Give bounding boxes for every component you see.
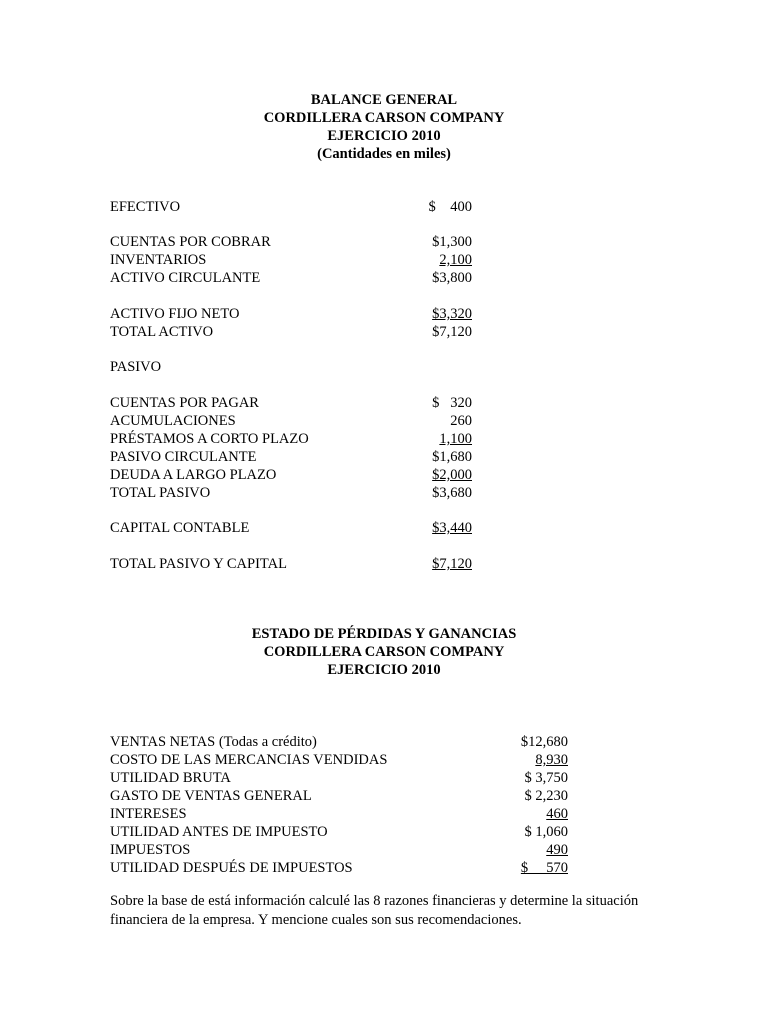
row-label: UTILIDAD BRUTA xyxy=(110,770,231,786)
row-value: $2,000 xyxy=(432,467,472,483)
row-value: $ 3,750 xyxy=(524,770,568,786)
row-label: INTERESES xyxy=(110,806,187,822)
row-label: COSTO DE LAS MERCANCIAS VENDIDAS xyxy=(110,752,388,768)
balance-year-line: EJERCICIO 2010 xyxy=(327,128,441,144)
row-value: $3,320 xyxy=(432,306,472,322)
row-label: CAPITAL CONTABLE xyxy=(110,520,250,536)
row-label: CUENTAS POR COBRAR xyxy=(110,234,271,250)
row-label: CUENTAS POR PAGAR xyxy=(110,395,259,411)
row-label: UTILIDAD DESPUÉS DE IMPUESTOS xyxy=(110,860,353,876)
row-value: $1,680 xyxy=(432,449,472,465)
income-title-line: ESTADO DE PÉRDIDAS Y GANANCIAS xyxy=(251,626,517,642)
row-label: UTILIDAD ANTES DE IMPUESTO xyxy=(110,824,328,840)
row-value: $ 1,060 xyxy=(524,824,568,840)
row-value: 460 xyxy=(546,806,568,822)
income-company-line: CORDILLERA CARSON COMPANY xyxy=(263,644,505,660)
row-label: PASIVO CIRCULANTE xyxy=(110,449,257,465)
row-label: EFECTIVO xyxy=(110,199,181,215)
row-value: 2,100 xyxy=(439,252,472,268)
row-value: $7,120 xyxy=(432,324,472,340)
balance-sheet-title xyxy=(0,91,768,163)
row-value: 1,100 xyxy=(439,431,472,447)
row-label: DEUDA A LARGO PLAZO xyxy=(110,467,277,483)
income-statement-title xyxy=(0,625,768,679)
row-label: VENTAS NETAS (Todas a crédito) xyxy=(110,734,317,750)
row-value: 8,930 xyxy=(535,752,568,768)
row-label: TOTAL PASIVO xyxy=(110,485,211,501)
row-label: GASTO DE VENTAS GENERAL xyxy=(110,788,312,804)
row-value: $12,680 xyxy=(520,734,568,750)
row-value: $ 2,230 xyxy=(524,788,568,804)
row-label: TOTAL PASIVO Y CAPITAL xyxy=(110,556,287,572)
row-value: $3,800 xyxy=(432,270,472,286)
row-value: $7,120 xyxy=(432,556,472,572)
instructions-paragraph: Sobre la base de está información calculé las 8 razones financieras y determine la situación financiera de la empresa. Y mencione cuales son sus recomendaciones. xyxy=(110,893,639,928)
row-value: $1,300 xyxy=(432,234,472,250)
balance-company-line: CORDILLERA CARSON COMPANY xyxy=(263,110,505,126)
row-value: $ 570 xyxy=(520,860,568,876)
row-label: INVENTARIOS xyxy=(110,252,207,268)
row-label: ACTIVO CIRCULANTE xyxy=(110,270,261,286)
balance-title-line: BALANCE GENERAL xyxy=(310,92,458,108)
income-year-line: EJERCICIO 2010 xyxy=(327,662,441,678)
row-value: $3,440 xyxy=(432,520,472,536)
row-value: 490 xyxy=(546,842,568,858)
row-value: $ 400 xyxy=(428,199,472,215)
row-label: ACTIVO FIJO NETO xyxy=(110,306,240,322)
row-value: 260 xyxy=(450,413,472,429)
balance-units-line: (Cantidades en miles) xyxy=(317,146,451,162)
row-label: TOTAL ACTIVO xyxy=(110,324,214,340)
row-label: ACUMULACIONES xyxy=(110,413,236,429)
row-label: PASIVO xyxy=(110,359,162,375)
row-value: $3,680 xyxy=(432,485,472,501)
row-label: IMPUESTOS xyxy=(110,842,191,858)
row-value: $ 320 xyxy=(432,395,472,411)
row-label: PRÉSTAMOS A CORTO PLAZO xyxy=(110,431,309,447)
